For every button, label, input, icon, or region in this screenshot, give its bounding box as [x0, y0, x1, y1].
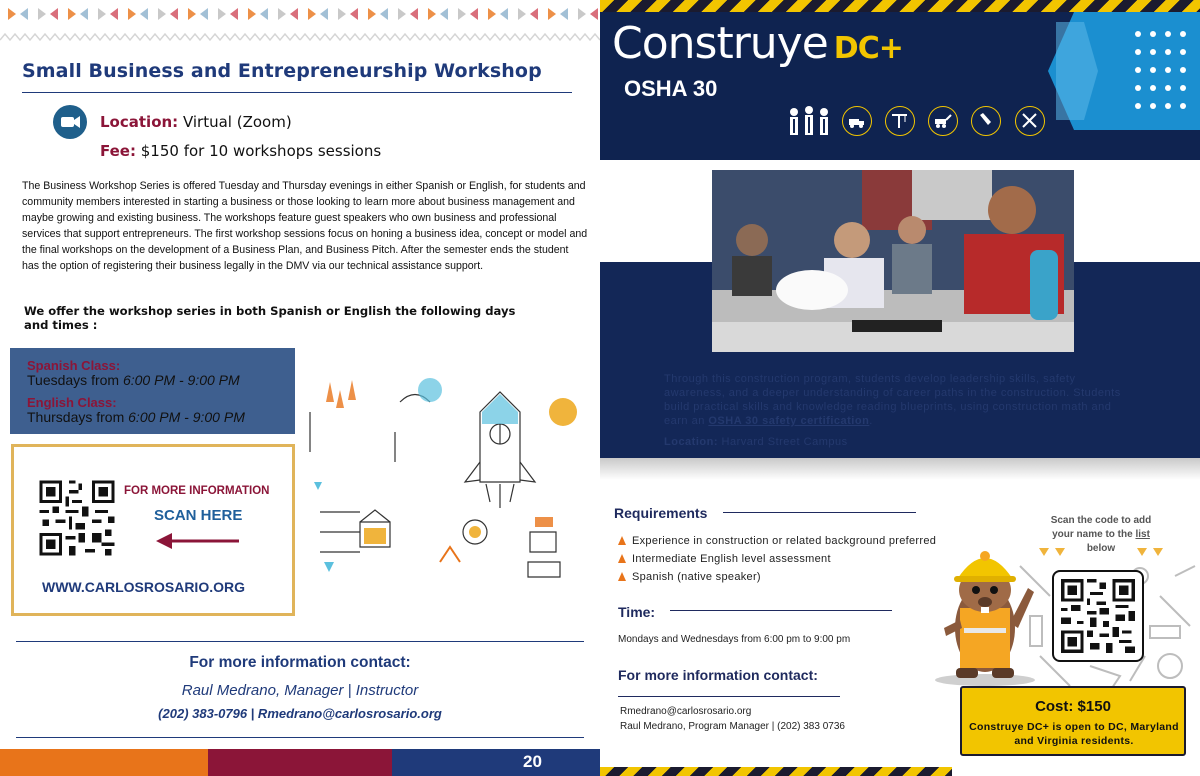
classroom-photo	[712, 170, 1074, 352]
class-schedule-box	[10, 348, 295, 434]
qr-code-frame	[1052, 570, 1144, 662]
title-divider	[22, 92, 572, 93]
footer-navy-segment	[392, 749, 600, 776]
time-text: Mondays and Wednesdays from 6:00 pm to 9:00 pm	[618, 634, 851, 645]
traffic-cone-icon	[618, 572, 626, 581]
page-number: 20	[523, 752, 542, 771]
osha-certification-link[interactable]: OSHA 30 safety certification	[708, 415, 870, 427]
spanish-class-label: Spanish Class:	[27, 358, 121, 373]
video-camera-icon	[53, 105, 87, 139]
hazard-stripe-bottom	[600, 767, 952, 776]
decorative-pattern-banner	[0, 0, 600, 52]
contact-heading: For more information contact:	[618, 667, 818, 683]
hexagon-dots-decoration	[1048, 12, 1200, 130]
campus-value: Harvard Street Campus	[718, 436, 848, 448]
brand-name: Construye	[612, 18, 828, 69]
excavator-icon	[928, 106, 958, 136]
blurb-text: Through this construction program, students develop leadership skills, safety awareness, and a deeper understanding of career paths in the construction. Students build practical skills and knowledge reading blueprints, using construction math and earn an	[664, 373, 1121, 427]
requirement-text: Experience in construction or related background preferred	[632, 535, 937, 547]
fee-line	[100, 142, 381, 160]
hazard-stripe-top	[600, 0, 1200, 12]
requirements-heading: Requirements	[614, 505, 708, 521]
cost-heading: Cost: $150	[1035, 698, 1111, 715]
shadow-band	[600, 458, 1200, 480]
workshop-description: The Business Workshop Series is offered Tuesday and Thursday evenings in either Spanish or English, for students and community members interested in starting a business or those looking to learn more about business management and maybe growing and existing business. The workshops feature guest speakers who own business and professional services that support entrepreneurs. The first workshop sessions focus on honing a business idea, concept or model and the final workshops on the development of a Business Plan, and Business Pitch. After the semester ends the student has the option of registering their business legally in the DMV via our technical assistance support.	[22, 180, 588, 272]
spanish-day: Tuesdays from	[27, 372, 123, 388]
page-title: Small Business and Entrepreneurship Workshop	[22, 60, 542, 82]
spanish-class-time	[27, 372, 240, 388]
english-day: Thursdays from	[27, 409, 129, 425]
location-value: Virtual (Zoom)	[178, 113, 292, 131]
contact-name: Raul Medrano, Manager | Instructor	[181, 682, 419, 699]
requirement-item	[618, 571, 761, 583]
tools-icon	[1015, 106, 1045, 136]
crane-icon	[885, 106, 915, 136]
requirement-text: Spanish (native speaker)	[632, 571, 761, 583]
traffic-cone-icon	[618, 536, 626, 545]
traffic-cone-icon	[618, 554, 626, 563]
hand-icon	[971, 106, 1001, 136]
truck-icon	[842, 106, 872, 136]
location-label: Location:	[100, 113, 179, 131]
footer-color-bar	[0, 749, 600, 776]
fee-label: Fee:	[100, 142, 136, 160]
english-hours: 6:00 PM - 9:00 PM	[128, 409, 245, 425]
brand-suffix: DC+	[833, 31, 903, 66]
brand-logo	[612, 18, 903, 69]
program-name: OSHA 30	[624, 76, 718, 101]
offer-line-1: We offer the workshop series in both Spanish or English the following days	[24, 304, 516, 318]
list-link[interactable]: list	[1135, 529, 1150, 540]
location-line	[100, 113, 292, 131]
offer-line-2: and times :	[24, 318, 98, 332]
fee-value: $150 for 10 workshops sessions	[135, 142, 382, 160]
requirement-text: Intermediate English level assessment	[632, 553, 831, 565]
startup-rocket-illustration	[300, 372, 592, 594]
beaver-mascot	[930, 528, 1040, 688]
contact-divider	[618, 696, 840, 697]
contact-manager: Raul Medrano, Program Manager | (202) 383 0736	[620, 721, 845, 732]
scan-here-label: SCAN HERE	[154, 507, 243, 524]
time-divider	[670, 610, 892, 611]
english-class-label: English Class:	[27, 395, 117, 410]
contact-heading: For more information contact:	[189, 654, 411, 671]
blurb-end: .	[869, 415, 873, 427]
right-page	[600, 0, 1200, 776]
qr-code[interactable]	[1058, 576, 1138, 656]
scan-note-end: below	[1086, 543, 1116, 554]
time-heading: Time:	[618, 604, 656, 620]
more-info-box	[11, 444, 295, 616]
requirements-divider	[723, 512, 916, 513]
program-description	[664, 372, 1134, 428]
scan-note-text: Scan the code to add your name to the	[1050, 515, 1152, 540]
campus-location	[664, 436, 848, 448]
website-link[interactable]: WWW.CARLOSROSARIO.ORG	[42, 579, 245, 595]
cost-eligibility: Construye DC+ is open to DC, Maryland and Virginia residents.	[969, 721, 1179, 747]
spanish-hours: 6:00 PM - 9:00 PM	[122, 372, 240, 388]
campus-label: Location:	[664, 436, 718, 448]
workers-icon	[786, 104, 832, 138]
english-class-time	[27, 409, 245, 425]
arrow-left-icon	[154, 531, 244, 551]
footer-maroon-segment	[208, 749, 392, 776]
qr-code[interactable]	[36, 477, 118, 559]
contact-email[interactable]: Rmedrano@carlosrosario.org	[620, 706, 752, 717]
footer-orange-segment	[0, 749, 208, 776]
more-info-label: FOR MORE INFORMATION	[124, 485, 270, 497]
contact-top-divider	[16, 641, 584, 642]
offer-heading	[24, 304, 544, 332]
contact-bottom-divider	[16, 737, 584, 738]
cost-box	[960, 686, 1186, 756]
contact-phone-email[interactable]: (202) 383-0796 | Rmedrano@carlosrosario.org	[158, 706, 442, 721]
requirement-item	[618, 553, 831, 565]
requirement-item	[618, 535, 936, 547]
